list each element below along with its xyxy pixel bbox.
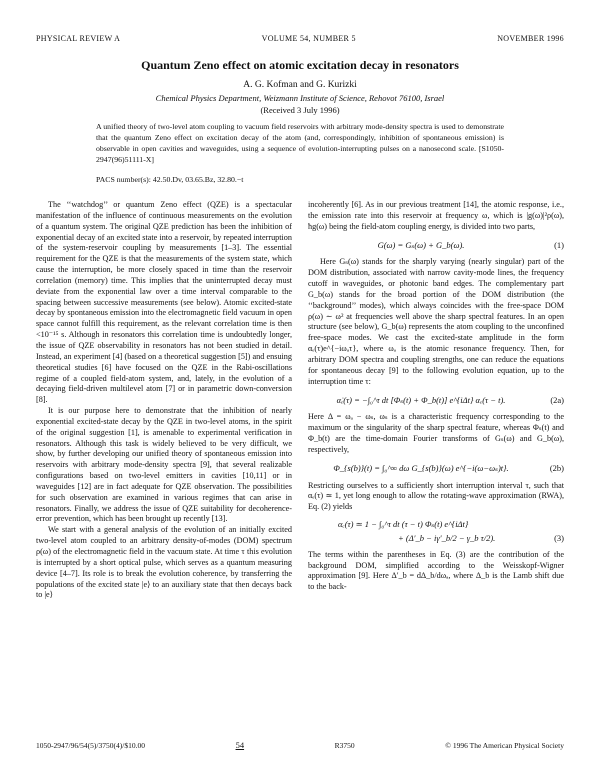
journal-name: PHYSICAL REVIEW A xyxy=(36,34,121,43)
paragraph: We start with a general analysis of the evolution of an initially excited two-level atom coupled to an arbitrary density-of-modes (DOM) spectrum ρ(ω) of the electromagnetic field in the vacuum state. At time τ this evolution is interrupted by a short optical pulse, which serves as a quantum measuring device [4–7]. Its role is to break the evolution coherence, by transferring the populations of the excited state |e⟩ to an auxiliary state that then decays back to |e⟩ xyxy=(36,525,292,600)
volume-number: VOLUME 54, NUMBER 5 xyxy=(261,34,356,43)
paragraph: The terms within the parentheses in Eq. (3) are the contribution of the background DOM, simplified according to the Weisskopf-Wigner approximation [9]. Here Δ′_b = dΔ_b/dωₐ, where Δ_b is the Lamb shift due to the back- xyxy=(308,549,564,592)
equation-2a xyxy=(308,395,564,406)
paragraph: The ‘‘watchdog’’ or quantum Zeno effect (QZE) is a spectacular manifestation of the influence of continuous measurements on the evolution of a quantum system. The original QZE prediction has been the inhibition of exponential decay of an excited state into a reservoir, by repeated interruption of the system-reservoir coupling by measurements [1–3]. The essential requirement for the QZE is that the measurements of the system state, which cause the interruption, be more closely spaced in time than the reservoir correlation (memory) time. This implies that the uninterrupted decay must deviate from the exponential law over a time interval comparable to the spacing between successive measurements (see below). Atomic excited-state decay by spontaneous emission into the electromagnetic field vacuum in open space cannot fulfill this requirement, as the relevant correlation time is then <10⁻¹⁵ s. Although in resonators this correlation time is undoubtedly longer, the issue of QZE observability in resonators has not been studied in detail. Instead, an experiment [4] (based on a theoretical suggestion [5]) and ensuing theoretical studies [6] have focused on the QZE in the Rabi-oscillations regime of a coupled field-atom system, and, lately, in the evolution of a decaying field-driven multilevel atom [7] or in parametric down-conversion [8]. xyxy=(36,200,292,405)
paragraph: Here Gₛ(ω) stands for the sharply varying (nearly singular) part of the DOM distribution, associated with narrow cavity-mode lines, the frequency cutoff in waveguides, or photonic band edges. The complementary part G_b(ω) stands for the broad portion of the DOM distribution (the ‘‘background’’ modes), which always coincides with the free-space DOM ρ(ω) ∼ ω² at frequencies well above the sharp spectral features. In an open structure (see below), G_b(ω) represents the atom coupling to the unconfined free-space modes. We cast the excited-state amplitude in the form αₑ(τ)e^{−iωₐτ}, where ωₐ is the atomic resonance frequency. Then, for arbitrary DOM spectra and coupling strengths, one can reduce the equations for spontaneous decay [9] to the following evolution equation, up to the interruption time τ: xyxy=(308,257,564,386)
right-column xyxy=(308,200,564,593)
equation-body: Φ_{s(b)}(t) = ∫₀^∞ dω G_{s(b)}(ω) e^{−i(ω−ωₛ)t}. xyxy=(333,462,509,473)
equation-body: α̇ₑ(τ) = −∫₀^τ dt [Φₛ(t) + Φ_b(t)] e^{iΔt} αₑ(τ − t). xyxy=(336,394,506,405)
running-header xyxy=(36,34,564,43)
equation-number: (2a) xyxy=(550,394,564,405)
paragraph: It is our purpose here to demonstrate that the inhibition of nearly exponential excited-state decay by the QZE in two-level atoms, in the spirit of the original suggestion [1], is amenable to experimental verification in resonators. Although this task is widely believed to be very difficult, we show, by further developing our unified theory of spontaneous emission into reservoirs with arbitrary mode-density spectra [9], that several realizable configurations based on two-level emitters in cavities [10,11] or in waveguides [12] are in fact adequate for QZE observation. The possibilities for such observation are examined in various regimes that can arise in resonators. Finally, we address the issue of QZE suitability for decoherence-error prevention, which has been brought up recently [13]. xyxy=(36,406,292,524)
equation-line: + (Δ′_b − iγ′_b/2 − γ_b τ/2). xyxy=(398,532,496,543)
issn-line: 1050-2947/96/54(5)/3750(4)/$10.00 xyxy=(36,741,145,750)
page-footer xyxy=(36,740,564,750)
equation-3 xyxy=(308,519,564,544)
left-column xyxy=(36,200,292,601)
pacs-numbers: PACS number(s): 42.50.Dv, 03.65.Bz, 32.80.−t xyxy=(96,175,244,184)
equation-line: αₑ(τ) ≃ 1 − ∫₀^τ dt (τ − t) Φₛ(t) e^{iΔt} xyxy=(338,519,469,530)
equation-number: (2b) xyxy=(549,462,564,473)
paragraph: Here Δ = ωₐ − ωₛ, ωₛ is a characteristic frequency corresponding to the maximum or the singularity of the sharp spectral feature, whereas Φₛ(t) and Φ_b(t) are the time-domain Fourier transforms of Gₛ(ω) and G_b(ω), respectively, xyxy=(308,412,564,454)
copyright: © 1996 The American Physical Society xyxy=(445,741,564,750)
equation-2b xyxy=(308,463,564,474)
affiliation: Chemical Physics Department, Weizmann Institute of Science, Rehovot 76100, Israel xyxy=(155,93,445,103)
authors: A. G. Kofman and G. Kurizki xyxy=(243,80,357,90)
paragraph: incoherently [6]. As in our previous treatment [14], the atomic response, i.e., the emission rate into this reservoir at frequency ω, which is |g(ω)|²ρ(ω), ħg(ω) being the field-atom coupling energy, is divided into two parts, xyxy=(308,200,564,231)
equation-body: G(ω) = Gₛ(ω) + G_b(ω). xyxy=(377,239,465,250)
abstract: A unified theory of two-level atom coupling to vacuum field reservoirs with arbitrary mode-density spectra is used to demonstrate that the quantum Zeno effect on excitation decay of the atom (and, correspondingly, inhibition of spontaneous emission) is observable in open cavities and waveguides, using a sequence of evolution-interrupting pulses on a nanosecond scale. [S1050-2947(96)51111-X] xyxy=(96,122,504,164)
equation-number: (1) xyxy=(554,239,564,250)
page-number: 54 xyxy=(235,740,245,750)
issue-date: NOVEMBER 1996 xyxy=(497,34,564,43)
article-number: R3750 xyxy=(334,741,355,750)
equation-1 xyxy=(308,240,564,251)
paper-title: Quantum Zeno effect on atomic excitation decay in resonators xyxy=(141,58,459,72)
received-date: (Received 3 July 1996) xyxy=(260,105,340,115)
paragraph: Restricting ourselves to a sufficiently short interruption interval τ, such that αₑ(τ) ≃ 1, yet long enough to allow the rotating-wave approximation (RWA), Eq. (2) yields xyxy=(308,480,564,512)
equation-number: (3) xyxy=(554,532,564,543)
